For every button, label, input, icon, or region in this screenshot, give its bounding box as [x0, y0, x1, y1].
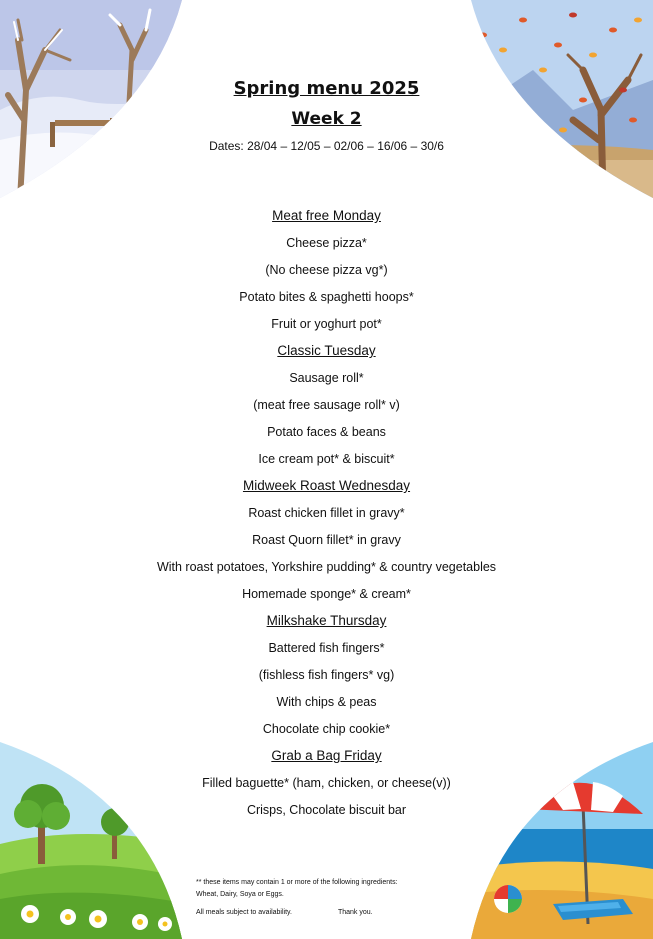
footer-notes: [196, 877, 496, 919]
menu-header: [0, 78, 653, 153]
menu-item: Crisps, Chocolate biscuit bar: [246, 803, 407, 817]
day-heading-tuesday: Classic Tuesday: [277, 343, 376, 358]
menu-item: With roast potatoes, Yorkshire pudding* & country vegetables: [156, 560, 497, 574]
menu-item: Potato faces & beans: [267, 425, 386, 439]
menu-item: Chocolate chip cookie*: [262, 722, 391, 736]
allergen-note: ** these items may contain 1 or more of the following ingredients:: [196, 879, 398, 886]
menu-item: Roast Quorn fillet* in gravy: [252, 533, 401, 547]
menu-item: (meat free sausage roll* v): [253, 398, 400, 412]
thank-you-note: Thank you.: [337, 909, 373, 916]
menu-item: Cheese pizza*: [286, 236, 367, 250]
day-heading-wednesday: Midweek Roast Wednesday: [242, 478, 411, 493]
day-heading-thursday: Milkshake Thursday: [266, 613, 387, 628]
menu-item: Ice cream pot* & biscuit*: [258, 452, 395, 466]
menu-item: With chips & peas: [276, 695, 377, 709]
menu-item: Fruit or yoghurt pot*: [271, 317, 382, 331]
menu-item: Filled baguette* (ham, chicken, or cheese(v)): [202, 776, 451, 790]
menu-item: Sausage roll*: [289, 371, 364, 385]
week-label: Week 2: [291, 109, 362, 129]
day-heading-monday: Meat free Monday: [272, 208, 381, 223]
day-heading-friday: Grab a Bag Friday: [271, 748, 382, 763]
dates-line: Dates: 28/04 – 12/05 – 02/06 – 16/06 – 30/6: [209, 139, 444, 153]
menu-item: Roast chicken fillet in gravy*: [248, 506, 405, 520]
menu-item: (fishless fish fingers* vg): [258, 668, 395, 682]
availability-note: All meals subject to availability.: [196, 909, 292, 916]
menu-item: Battered fish fingers*: [268, 641, 385, 655]
menu-item: (No cheese pizza vg*): [265, 263, 388, 277]
menu-list: [0, 205, 653, 826]
menu-item: Potato bites & spaghetti hoops*: [239, 290, 414, 304]
allergen-list: Wheat, Dairy, Soya or Eggs.: [196, 891, 284, 898]
menu-item: Homemade sponge* & cream*: [242, 587, 411, 601]
page-title: Spring menu 2025: [233, 78, 420, 99]
